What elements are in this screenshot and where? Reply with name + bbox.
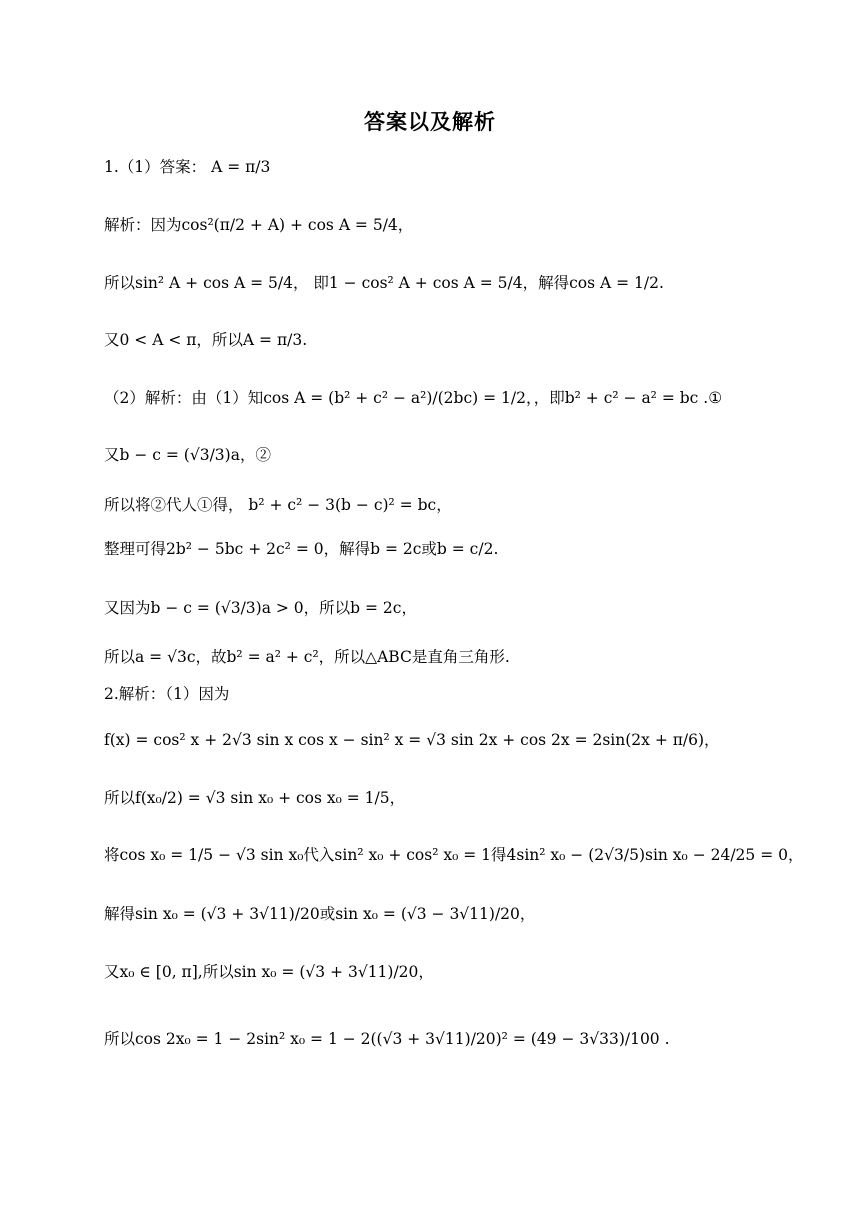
- analysis-line-3: 又0 < A < π，所以A = π/3.: [104, 331, 308, 349]
- problem-2-heading: 2.解析：（1）因为: [104, 685, 230, 703]
- problem-2-line-3: 将cos x₀ = 1/5 − √3 sin x₀代入sin² x₀ + cos² x₀ = 1得4sin² x₀ − (2√3/5)sin x₀ − 24/25 = 0，: [104, 846, 804, 864]
- analysis-line-1: 解析：因为cos²(π/2 + A) + cos A = 5/4，: [104, 216, 414, 234]
- part-2-line-5: 又因为b − c = (√3/3)a > 0，所以b = 2c，: [104, 599, 417, 617]
- problem-2-line-2: 所以f(x₀/2) = √3 sin x₀ + cos x₀ = 1/5，: [104, 789, 406, 807]
- analysis-line-2: 所以sin² A + cos A = 5/4， 即1 − cos² A + cos A = 5/4，解得cos A = 1/2.: [104, 274, 664, 292]
- problem-2-line-6: 所以cos 2x₀ = 1 − 2sin² x₀ = 1 − 2((√3 + 3√11)/20)² = (49 − 3√33)/100 .: [104, 1030, 670, 1048]
- part-2-line-3: 所以将②代人①得， b² + c² − 3(b − c)² = bc，: [104, 496, 452, 514]
- answer-1-1: 1.（1）答案： A = π/3: [104, 158, 271, 176]
- page-title: 答案以及解析: [364, 110, 496, 134]
- problem-2-line-5: 又x₀ ∈ [0, π],所以sin x₀ = (√3 + 3√11)/20，: [104, 963, 434, 981]
- part-2-line-2: 又b − c = (√3/3)a，②: [104, 446, 271, 464]
- problem-2-line-4: 解得sin x₀ = (√3 + 3√11)/20或sin x₀ = (√3 − 3√11)/20，: [104, 905, 536, 923]
- part-2-line-6: 所以a = √3c，故b² = a² + c²，所以△ABC是直角三角形.: [104, 648, 510, 666]
- problem-2-line-1: f(x) = cos² x + 2√3 sin x cos x − sin² x = √3 sin 2x + cos 2x = 2sin(2x + π/6)，: [104, 731, 720, 749]
- part-2-line-4: 整理可得2b² − 5bc + 2c² = 0，解得b = 2c或b = c/2.: [104, 540, 499, 558]
- part-2-line-1: （2）解析：由（1）知cos A = (b² + c² − a²)/(2bc) = 1/2，，即b² + c² − a² = bc .①: [104, 389, 723, 407]
